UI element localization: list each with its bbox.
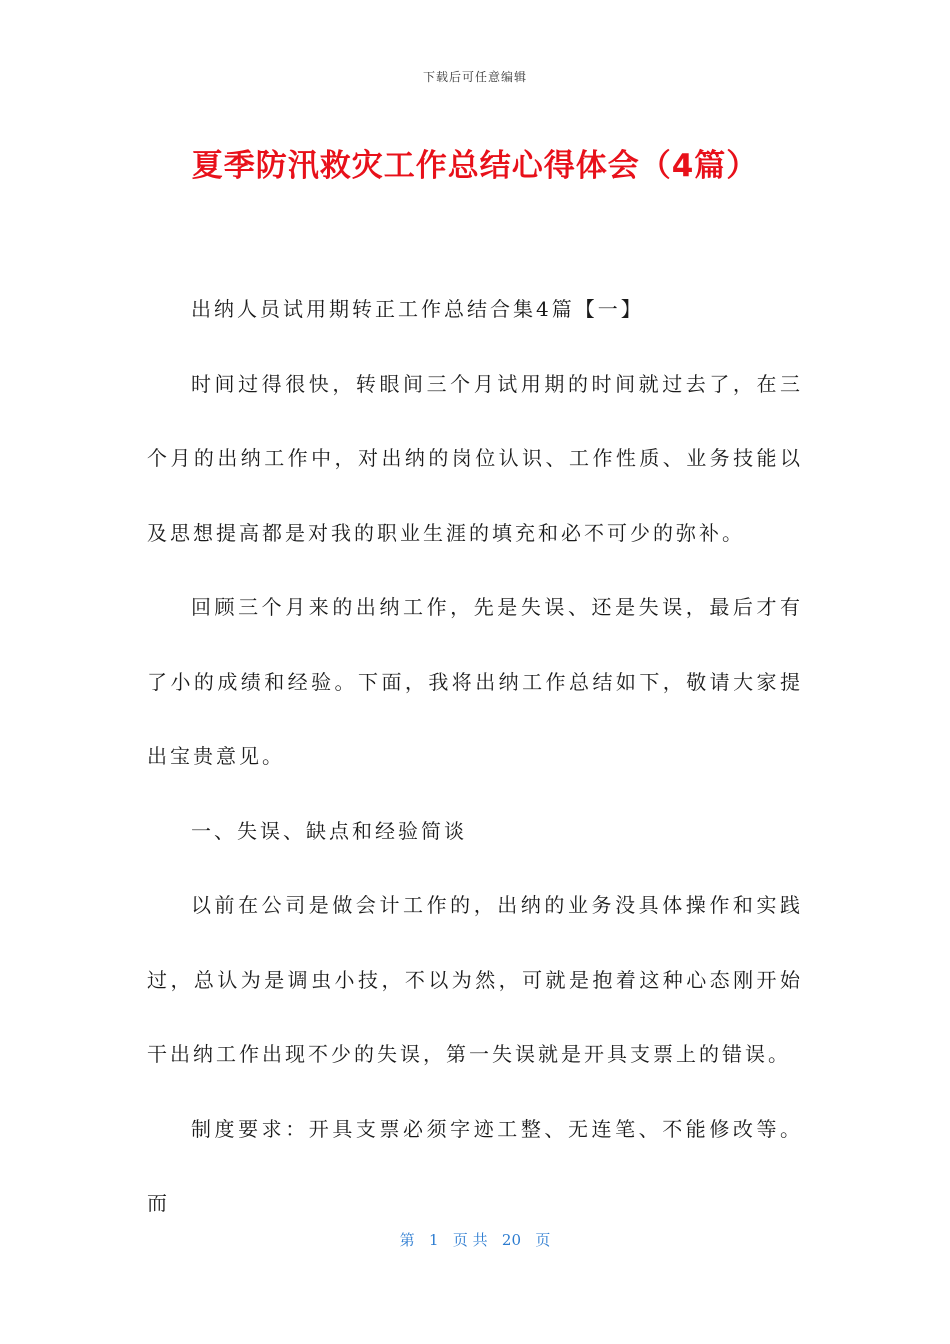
paragraph-subtitle: 出纳人员试用期转正工作总结合集4篇【一】	[191, 297, 644, 321]
header-note: 下载后可任意编辑	[422, 70, 527, 84]
paragraph: 制度要求：开具支票必须字迹工整、无连笔、不能修改等。而	[147, 1116, 803, 1215]
current-page-number: 1	[428, 1231, 439, 1249]
total-page-count: 20	[501, 1231, 522, 1249]
footer-middle: 页 共	[452, 1231, 488, 1249]
footer-suffix: 页	[535, 1231, 551, 1249]
section-heading: 一、失误、缺点和经验简谈	[191, 818, 467, 843]
paragraph: 以前在公司是做会计工作的，出纳的业务没具体操作和实践过，总认为是调虫小技，不以为然，可就是抱着这种心态刚开始干出纳工作出现不少的失误，第一失误就是开具支票上的错误。	[147, 893, 803, 1066]
page-footer	[0, 1229, 950, 1250]
paragraph: 回顾三个月来的出纳工作，先是失误、还是失误，最后才有了小的成绩和经验。下面，我将出纳工作总结如下，敬请大家提出宝贵意见。	[147, 595, 803, 768]
document-body	[147, 272, 803, 1241]
footer-prefix: 第	[399, 1231, 415, 1249]
document-title: 夏季防汛救灾工作总结心得体会（4篇）	[191, 148, 759, 184]
paragraph: 时间过得很快，转眼间三个月试用期的时间就过去了，在三个月的出纳工作中，对出纳的岗位认识、工作性质、业务技能以及思想提高都是对我的职业生涯的填充和必不可少的弥补。	[147, 371, 803, 545]
